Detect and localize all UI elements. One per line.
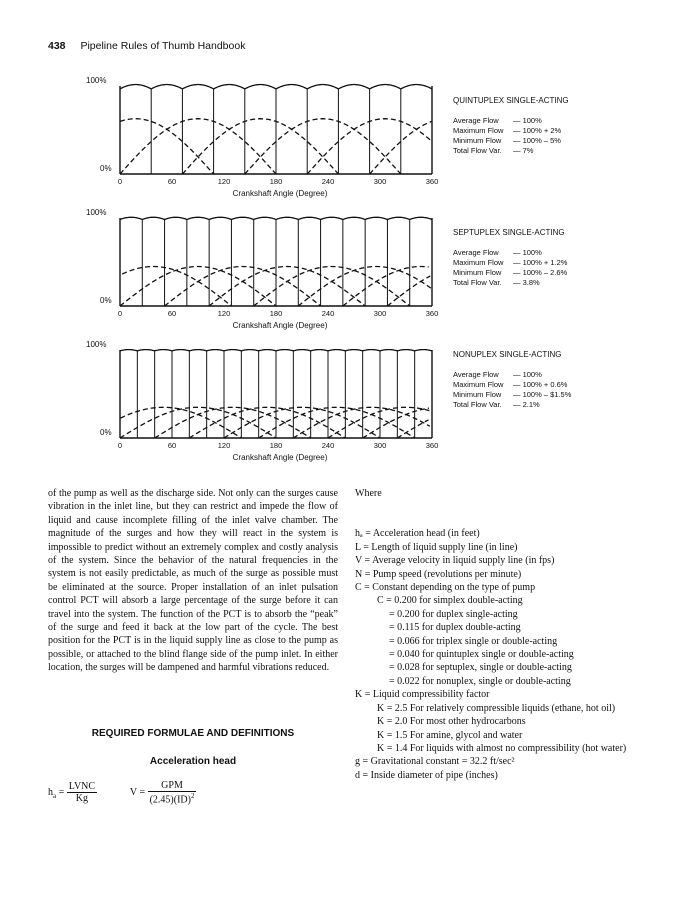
- stat-value: — 100%: [513, 248, 542, 257]
- formula-denominator: [148, 792, 197, 805]
- x-tick-label: 360: [425, 177, 439, 186]
- y-bottom-label: 0%: [100, 296, 112, 305]
- stat-row: [453, 370, 571, 380]
- definition-item: K = Liquid compressibility factor: [355, 689, 490, 701]
- formula-denominator: Kg: [75, 793, 89, 805]
- x-tick-label: 300: [373, 177, 387, 186]
- cylinder-flow-curve: [254, 267, 410, 307]
- x-tick-label: 60: [167, 309, 177, 318]
- body-paragraph: of the pump as well as the discharge side. Not only can the surges cause vibration in the inlet line, but they can restrict and impede the flow of liquid and cause incomplete filling of the inlet valve chamber. The magnitude of the surges and how they will react in the system is impossible to predict without an extremely complex and costly analysis of the system. Since the behavior of the natural frequencies in the system is not easily predictable, as much of the surge as possible must be eliminated at the source. Proper installation of an inlet pulsation control PCT will absorb a large percentage of the surge before it can travel into the system. The function of the PCT is to absorb the “peak” of the surge and feed it back at the low part of the cycle. The best position for the PCT is in the liquid supply line as close to the pump as possible, or attached to the blind flange side of the pump inlet. In either location, the surges will be dampened and harmful vibrations reduced.: [48, 488, 338, 674]
- x-tick-label: 60: [167, 177, 177, 186]
- chart-title: QUINTUPLEX SINGLE-ACTING: [453, 96, 569, 105]
- x-tick-label: 300: [373, 309, 387, 318]
- x-tick-label: 360: [425, 309, 439, 318]
- definition-item: K = 1.4 For liquids with almost no compressibility (hot water): [377, 742, 627, 754]
- stat-label: Total Flow Var.: [453, 400, 502, 409]
- subheading: Acceleration head: [149, 756, 237, 767]
- definitions: [355, 487, 685, 782]
- chart-title: SEPTUPLEX SINGLE-ACTING: [453, 228, 565, 237]
- definition-item: C = Constant depending on the type of pump: [355, 582, 536, 594]
- cylinder-flow-curve: [120, 119, 214, 174]
- x-tick-label: 120: [217, 177, 231, 186]
- stat-row: [453, 258, 567, 268]
- formula-fraction: [148, 780, 197, 805]
- stat-value: — 100% – 5%: [513, 136, 561, 145]
- book-title: Pipeline Rules of Thumb Handbook: [80, 40, 246, 52]
- formula-acceleration-head: [48, 781, 100, 805]
- x-tick-label: 240: [321, 441, 335, 450]
- stat-value: — 7%: [513, 146, 534, 155]
- x-tick-label: 0: [117, 177, 123, 186]
- stat-label: Minimum Flow: [453, 390, 502, 399]
- definition-list: [355, 527, 685, 782]
- formula-eq: =: [58, 786, 65, 798]
- y-top-label: 100%: [86, 340, 107, 349]
- chart-stats: [453, 370, 571, 410]
- cylinder-flow-curve: [165, 267, 321, 307]
- x-tick-label: 120: [217, 441, 231, 450]
- x-tick-label: 240: [321, 177, 335, 186]
- y-bottom-label: 0%: [100, 164, 112, 173]
- x-tick-label: 360: [425, 441, 439, 450]
- x-tick-label: 0: [117, 441, 123, 450]
- definition-item: = 0.022 for nonuplex, single or double-acting: [389, 675, 571, 687]
- formula-fraction: [67, 781, 97, 804]
- stat-label: Maximum Flow: [453, 380, 504, 389]
- septuplex-plot: [60, 208, 460, 318]
- den-base: (2.45)(ID): [149, 794, 191, 806]
- stat-value: — 100% + 0.6%: [513, 380, 568, 389]
- x-tick-label: 180: [269, 309, 283, 318]
- stat-label: Minimum Flow: [453, 136, 502, 145]
- formula-numerator: GPM: [148, 780, 197, 792]
- stat-value: — 100% + 1.2%: [513, 258, 568, 267]
- stat-value: — 2.1%: [513, 400, 540, 409]
- stat-label: Maximum Flow: [453, 126, 504, 135]
- cylinder-flow-curve: [209, 267, 365, 307]
- y-bottom-label: 0%: [100, 428, 112, 437]
- page-header: [48, 40, 245, 52]
- section-heading: REQUIRED FORMULAE AND DEFINITIONS: [91, 728, 295, 739]
- definition-item: = 0.115 for duplex double-acting: [389, 622, 521, 634]
- definition-item: V = Average velocity in liquid supply line (in fps): [355, 555, 555, 567]
- quintuplex-chart: [60, 76, 680, 204]
- definition-item: K = 2.5 For relatively compressible liquids (ethane, hot oil): [377, 702, 616, 714]
- stat-value: — 100% – 2.6%: [513, 268, 568, 277]
- y-top-label: 100%: [86, 208, 107, 217]
- total-flow-curve: [120, 350, 432, 351]
- formulas: [48, 780, 196, 805]
- formula-velocity: [129, 780, 197, 806]
- stat-row: [453, 390, 571, 400]
- chart-stats: [453, 116, 561, 156]
- stat-value: — 100%: [513, 116, 542, 125]
- septuplex-chart: [60, 208, 680, 336]
- cylinder-flow-curve: [343, 267, 429, 307]
- stat-label: Total Flow Var.: [453, 278, 502, 287]
- where-label: Where: [355, 488, 382, 499]
- nonuplex-plot: [60, 340, 460, 450]
- stat-row: [453, 400, 571, 410]
- cylinder-flow-curve: [120, 267, 276, 307]
- quintuplex-plot: [60, 76, 460, 186]
- stat-row: [453, 248, 567, 258]
- definition-item: L = Length of liquid supply line (in line): [355, 541, 518, 553]
- x-tick-label: 0: [117, 309, 123, 318]
- x-tick-label: 180: [269, 441, 283, 450]
- nonuplex-chart: [60, 340, 680, 468]
- definition-item: N = Pump speed (revolutions per minute): [355, 568, 522, 580]
- formula-numerator: LVNC: [68, 781, 96, 793]
- stat-row: [453, 268, 567, 278]
- cylinder-flow-curve: [298, 267, 431, 307]
- stat-label: Average Flow: [453, 370, 499, 379]
- stat-label: Average Flow: [453, 248, 499, 257]
- formula-lhs: h: [48, 786, 53, 798]
- stat-value: — 100%: [513, 370, 542, 379]
- page-number: 438: [48, 40, 66, 52]
- x-tick-label: 60: [167, 441, 177, 450]
- den-exp: 2: [190, 792, 195, 800]
- x-tick-label: 240: [321, 309, 335, 318]
- cylinder-flow-curve: [293, 407, 430, 438]
- stat-value: — 100% + 2%: [513, 126, 562, 135]
- definition-item: = 0.200 for duplex single-acting: [389, 608, 518, 620]
- stat-label: Total Flow Var.: [453, 146, 502, 155]
- definition-item: K = 2.0 For most other hydrocarbons: [377, 716, 526, 728]
- definition-item: hₐ = Acceleration head (in feet): [355, 528, 480, 540]
- total-flow-curve: [120, 217, 432, 219]
- cylinder-flow-curve: [120, 407, 241, 438]
- x-tick-label: 180: [269, 177, 283, 186]
- stat-label: Maximum Flow: [453, 258, 504, 267]
- stat-row: [453, 278, 567, 288]
- definition-item: C = 0.200 for simplex double-acting: [377, 595, 523, 607]
- x-tick-label: 120: [217, 309, 231, 318]
- x-axis-label: Crankshaft Angle (Degree): [232, 321, 328, 330]
- stat-row: [453, 146, 561, 156]
- chart-stats: [453, 248, 567, 288]
- stat-row: [453, 126, 561, 136]
- total-flow-curve: [120, 85, 432, 89]
- definition-item: = 0.028 for septuplex, single or double-acting: [389, 662, 572, 674]
- x-axis-label: Crankshaft Angle (Degree): [232, 453, 328, 462]
- cylinder-flow-curve: [387, 276, 430, 306]
- formula-lhs-sub: a: [53, 791, 57, 800]
- stat-value: — 3.8%: [513, 278, 540, 287]
- formula-lhs: V: [129, 786, 137, 798]
- definition-item: = 0.066 for triplex single or double-acting: [389, 635, 558, 647]
- stat-row: [453, 136, 561, 146]
- y-top-label: 100%: [86, 76, 107, 85]
- x-axis-label: Crankshaft Angle (Degree): [232, 189, 328, 198]
- x-tick-label: 300: [373, 441, 387, 450]
- chart-title: NONUPLEX SINGLE-ACTING: [453, 350, 562, 359]
- definition-item: K = 1.5 For amine, glycol and water: [377, 729, 523, 741]
- stat-label: Minimum Flow: [453, 268, 502, 277]
- definition-item: = 0.040 for quintuplex single or double-acting: [389, 649, 574, 661]
- definition-item: d = Inside diameter of pipe (inches): [355, 769, 498, 781]
- formula-eq: =: [139, 786, 146, 798]
- stat-value: — 100% – $1.5%: [513, 390, 572, 399]
- stat-row: [453, 380, 571, 390]
- stat-row: [453, 116, 561, 126]
- stat-label: Average Flow: [453, 116, 499, 125]
- definition-item: g = Gravitational constant = 32.2 ft/sec²: [355, 756, 515, 768]
